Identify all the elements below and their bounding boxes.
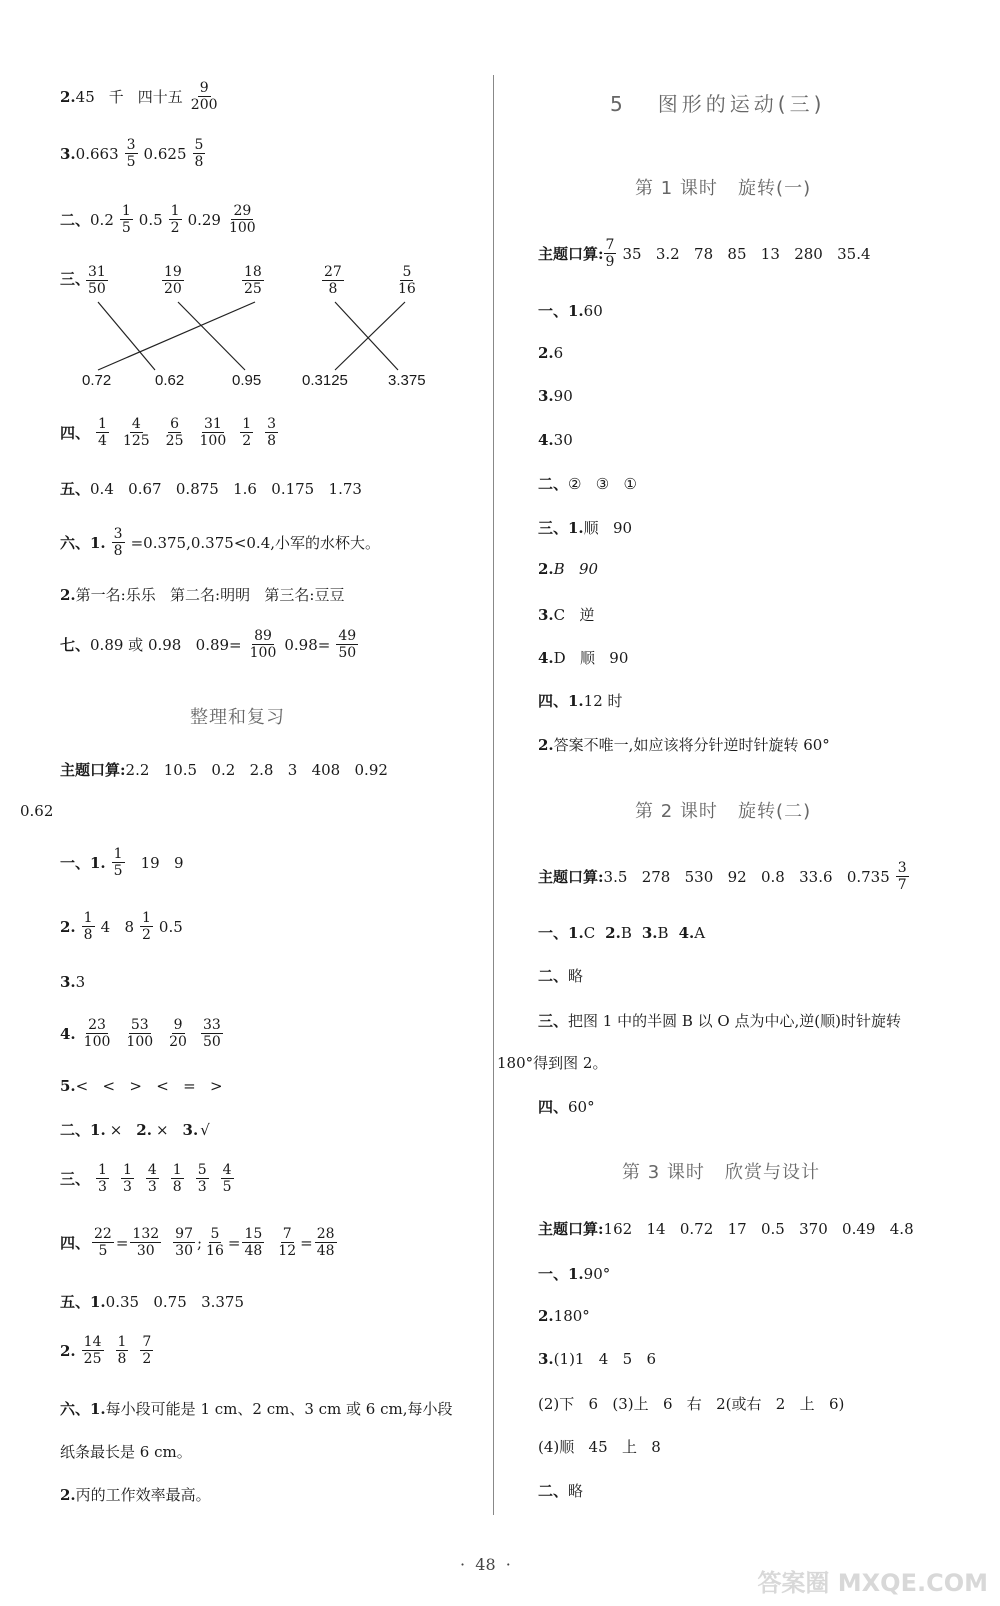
section-three-label: 三、 xyxy=(60,270,91,288)
l3-item-0: 一、1. 90° xyxy=(538,1264,611,1283)
l3-item-2: 3. (1)1 4 5 6 xyxy=(538,1350,657,1368)
lesson-2-one: 一、 1. C 2. B 3. B 4. A xyxy=(538,923,706,942)
review-three: 三、 $\frac{1}{3}$ $\frac{1}{3}$ $\frac{4}{3}$ $\frac{1}{8}$ $\frac{5}{3}$ $\frac{4}{5}$ xyxy=(60,1162,232,1195)
answer-3: 3. 0.663 $\frac{3}{5}$ 0.625 $\frac{5}{8}$ xyxy=(60,137,204,170)
unit-heading: 5 图形的运动(三) xyxy=(610,92,826,116)
review-one-4: 4. $\frac{23}{100}$ $\frac{53}{100}$ $\frac{9}{20}$ $\frac{33}{50}$ xyxy=(60,1017,221,1050)
l1-item-4: 二、 ② ③ ① xyxy=(538,474,637,493)
review-heading: 整理和复习 xyxy=(190,707,285,728)
section-six-2: 2. 第一名:乐乐 第二名:明明 第三名:豆豆 xyxy=(60,585,345,604)
match-top-4: $\frac{27}{8}$ xyxy=(324,264,342,297)
l3-item-4: (4)顺 45 上 8 xyxy=(538,1438,661,1456)
lesson-2-three: 三、 把图 1 中的半圆 B 以 O 点为中心,逆(顺)时针旋转 xyxy=(538,1012,901,1030)
section-five: 五、 0.4 0.67 0.875 1.6 0.175 1.73 xyxy=(60,479,362,498)
review-one-3: 3. 3 xyxy=(60,973,86,991)
lesson-2-four: 四、 60° xyxy=(538,1097,595,1116)
match-top-2: $\frac{19}{20}$ xyxy=(164,264,182,297)
l1-item-0: 一、1. 60 xyxy=(538,301,603,320)
l1-item-7: 3. C 逆 xyxy=(538,605,595,624)
review-six-1: 六、1. 每小段可能是 1 cm、2 cm、3 cm 或 6 cm,每小段 xyxy=(60,1400,453,1418)
review-five-2: 2. $\frac{14}{25}$ $\frac{1}{8}$ $\frac{7}{2}$ xyxy=(60,1334,152,1367)
lesson-3-heading: 第 3 课时 欣赏与设计 xyxy=(622,1162,821,1183)
fraction: $\frac{1}{5}$ xyxy=(121,203,131,236)
match-top-5: $\frac{5}{16}$ xyxy=(398,264,416,297)
review-one-1: 一、1. $\frac{1}{5}$ 19 9 xyxy=(60,846,184,879)
l1-item-8: 4. D 顺 90 xyxy=(538,648,629,667)
match-bottom-5: 3.375 xyxy=(388,372,426,389)
section-seven: 七、 0.89 或 0.98 0.89= $\frac{89}{100}$ 0.98= $\frac{49}{50}$ xyxy=(60,628,357,661)
fraction: $\frac{3}{5}$ xyxy=(126,137,136,170)
review-six-1-cont: 纸条最长是 6 cm。 xyxy=(60,1443,192,1461)
review-five-1: 五、1. 0.35 0.75 3.375 xyxy=(60,1292,245,1311)
fraction: $\frac{5}{8}$ xyxy=(194,137,204,170)
fraction: $\frac{1}{2}$ xyxy=(170,203,180,236)
l1-item-10: 2. 答案不唯一,如应该将分针逆时针旋转 60° xyxy=(538,735,830,754)
review-six-2: 2. 丙的工作效率最高。 xyxy=(60,1485,211,1504)
matching-lines xyxy=(0,0,500,400)
review-two: 二、 1. × 2. × 3. √ xyxy=(60,1120,210,1139)
fraction: $\frac{29}{100}$ xyxy=(228,203,256,236)
review-one-2: 2. $\frac{1}{8}$ 4 8 $\frac{1}{2}$ 0.5 xyxy=(60,910,183,943)
l3-item-5: 二、 略 xyxy=(538,1482,584,1500)
lesson-2-calc: 主题口算: 3.5 278 530 92 0.8 33.6 0.735 $\frac{3}{7}$ xyxy=(538,860,907,893)
review-calc-cont: 0.62 xyxy=(20,802,54,820)
lesson-2-two: 二、 略 xyxy=(538,967,584,985)
match-bottom-1: 0.72 xyxy=(82,372,112,389)
review-one-5: 5. < < > < = > xyxy=(60,1077,223,1095)
lesson-1-heading: 第 1 课时 旋转(一) xyxy=(635,178,812,199)
lesson-1-calc: 主题口算: $\frac{7}{9}$ 35 3.2 78 85 13 280 35.4 xyxy=(538,237,871,270)
l3-item-1: 2. 180° xyxy=(538,1307,590,1325)
review-calc: 主题口算: 2.2 10.5 0.2 2.8 3 408 0.92 xyxy=(60,760,388,779)
l1-item-1: 2. 6 xyxy=(538,344,564,362)
l3-item-3: (2)下 6 (3)上 6 右 2(或右 2 上 6) xyxy=(538,1395,845,1413)
lesson-2-three-cont: 180°得到图 2。 xyxy=(497,1054,608,1072)
match-top-3: $\frac{18}{25}$ xyxy=(244,264,262,297)
watermark-logo: 答案圈 MXQE.COM xyxy=(757,1569,988,1597)
l1-item-2: 3. 90 xyxy=(538,387,573,405)
l1-item-3: 4. 30 xyxy=(538,431,573,449)
section-six-1: 六、1. $\frac{3}{8}$ =0.375,0.375<0.4,小军的水杯大。 xyxy=(60,526,381,559)
match-bottom-3: 0.95 xyxy=(232,372,262,389)
match-top-1: $\frac{31}{50}$ xyxy=(88,264,106,297)
l1-item-6: 2. B 90 xyxy=(538,560,599,578)
review-four: 四、 $\frac{22}{5}$ = $\frac{132}{30}$ $\frac{97}{30}$ ; $\frac{5}{16}$ = $\frac{15}{48}$ $\frac{7}{12}$ = $\frac{28}{48}$ xyxy=(60,1226,335,1259)
match-bottom-2: 0.62 xyxy=(155,372,185,389)
section-two: 二、 0.2 $\frac{1}{5}$ 0.5 $\frac{1}{2}$ 0.29 $\frac{29}{100}$ xyxy=(60,203,256,236)
section-four: 四、 $\frac{1}{4}$ $\frac{4}{125}$ $\frac{6}{25}$ $\frac{31}{100}$ $\frac{1}{2}$ $\frac{3}{8}$ xyxy=(60,416,277,449)
fraction: $\frac{9}{200}$ xyxy=(190,80,218,113)
l1-item-9: 四、1. 12 时 xyxy=(538,692,623,710)
answer-2: 2. 45 千 四十五 $\frac{9}{200}$ xyxy=(60,80,218,113)
lesson-2-heading: 第 2 课时 旋转(二) xyxy=(635,801,812,822)
page-number: · 48 · xyxy=(460,1555,511,1574)
lesson-3-calc: 主题口算: 162 14 0.72 17 0.5 370 0.49 4.8 xyxy=(538,1219,914,1238)
match-bottom-4: 0.3125 xyxy=(302,372,348,389)
l1-item-5: 三、1. 顺 90 xyxy=(538,519,633,537)
